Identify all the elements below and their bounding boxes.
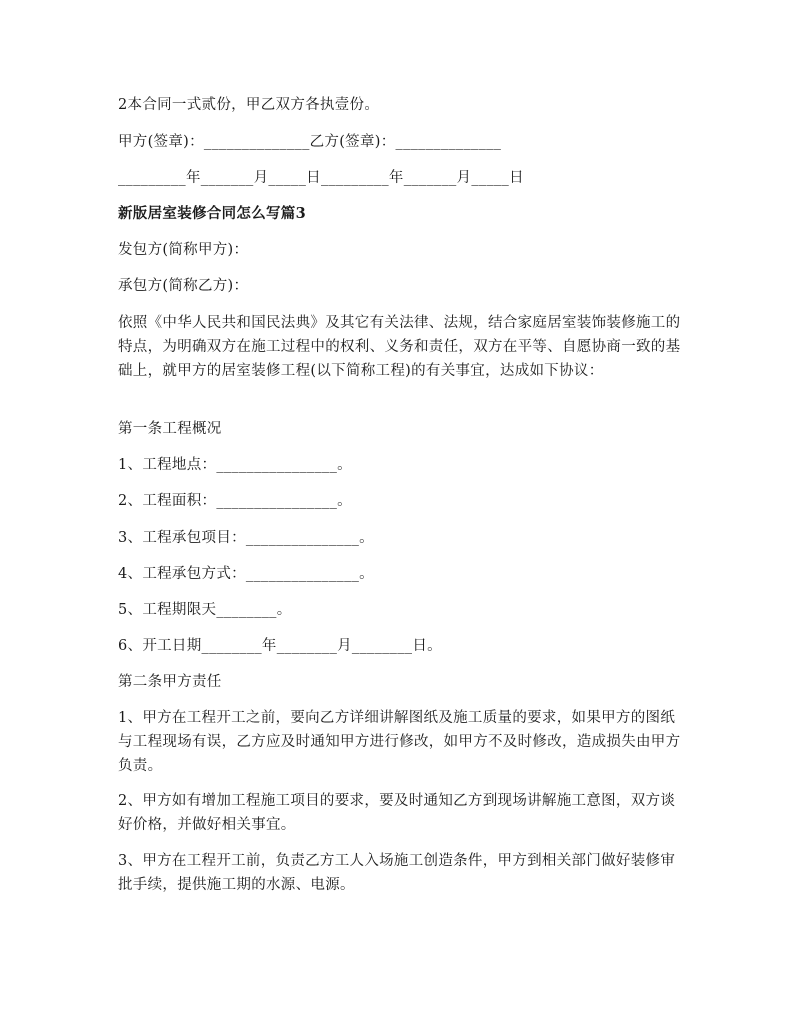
article-2-heading: 第二条甲方责任 [118, 674, 222, 690]
article-1-item-5: 5、工程期限天________。 [118, 602, 292, 618]
article-1-heading: 第一条工程概况 [118, 421, 222, 437]
section-heading: 新版居室装修合同怎么写篇3 [118, 205, 306, 222]
date-line: _________年_______月_____日_________年_______月_____日 [118, 170, 524, 186]
article-1-item-6: 6、开工日期________年________月________日。 [118, 638, 442, 654]
article-2-item-3: 3、甲方在工程开工前，负责乙方工人入场施工创造条件，甲方到相关部门做好装修审批手续，提供施工期的水源、电源。 [118, 853, 676, 893]
signature-line: 甲方(签章)：______________乙方(签章)：______________ [118, 134, 502, 150]
article-1-item-3: 3、工程承包项目：_______________。 [118, 530, 374, 546]
article-1-item-1: 1、工程地点：________________。 [118, 457, 352, 473]
article-1-item-2: 2、工程面积：________________。 [118, 493, 352, 509]
party-a-line: 发包方(简称甲方)： [118, 242, 249, 258]
party-b-line: 承包方(简称乙方)： [118, 278, 249, 294]
article-1-item-4: 4、工程承包方式：_______________。 [118, 566, 374, 582]
preamble-paragraph: 依照《中华人民共和国民法典》及其它有关法律、法规，结合家庭居室装饰装修施工的特点，为明确双方在施工过程中的权利、义务和责任，双方在平等、自愿协商一致的基础上，就甲方的居室装修工程(以下简称工程)的有关事宜，达成如下协议： [118, 315, 681, 379]
article-2-item-2: 2、甲方如有增加工程施工项目的要求，要及时通知乙方到现场讲解施工意图，双方谈好价格，并做好相关事宜。 [118, 793, 676, 833]
paragraph-copies: 2本合同一式贰份，甲乙双方各执壹份。 [118, 97, 380, 113]
article-2-item-1: 1、甲方在工程开工之前，要向乙方详细讲解图纸及施工质量的要求，如果甲方的图纸与工程现场有误，乙方应及时通知甲方进行修改，如甲方不及时修改，造成损失由甲方负责。 [118, 710, 681, 774]
